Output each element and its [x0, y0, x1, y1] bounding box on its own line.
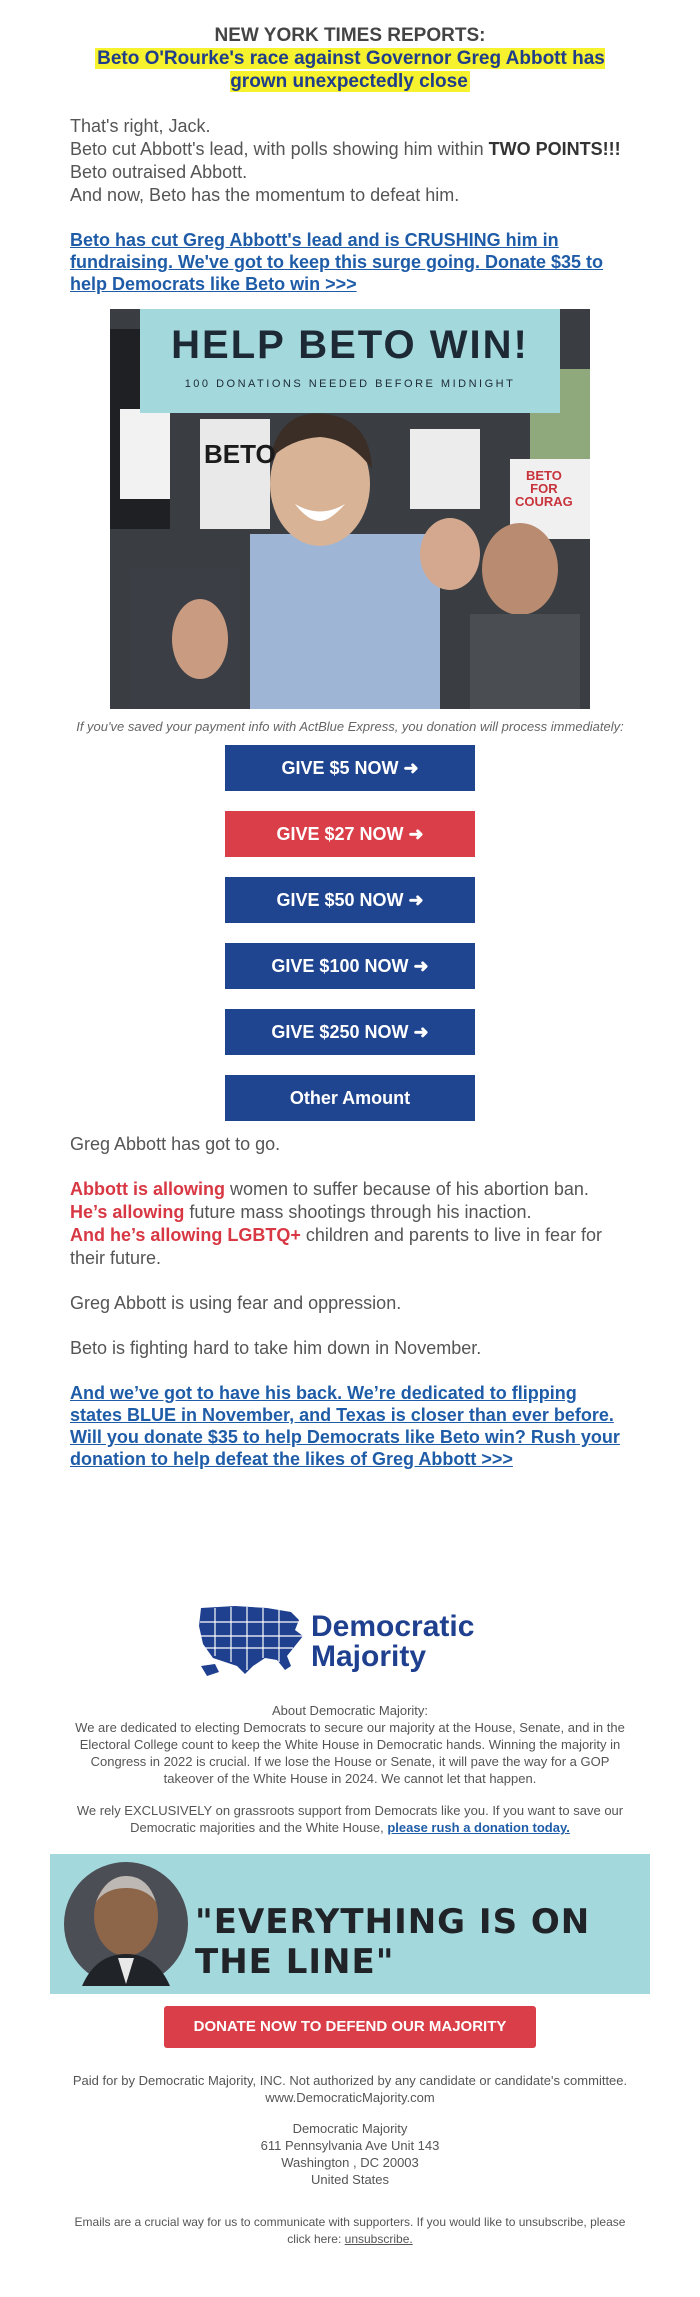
email-body [70, 24, 630, 1836]
donate-link-bottom[interactable]: And we’ve got to have his back. We’re dedicated to flipping states BLUE in November, and Texas is closer than ever before. Will you donate $35 to help Democrats like Beto win? Rush your donation to help defeat the likes of Greg Abbott >>> [70, 1383, 620, 1469]
abbott-item [70, 1201, 630, 1224]
give-100-button[interactable]: GIVE $100 NOW ➜ [225, 943, 475, 989]
logo-line: Majority [311, 1640, 427, 1673]
rush-donation-link[interactable]: please rush a donation today. [387, 1820, 570, 1835]
headline-highlight: Beto O'Rourke's race against Governor Greg Abbott has grown unexpectedly close [97, 48, 605, 92]
logo-wordmark [311, 1612, 474, 1672]
about-title: About Democratic Majority: [271, 1703, 429, 1718]
body-paragraph: Greg Abbott is using fear and oppression. [70, 1293, 402, 1313]
intro-emphasis: TWO POINTS!!! [488, 139, 621, 159]
unsubscribe-link[interactable]: unsubscribe. [344, 2232, 413, 2246]
sign-left: BETO [204, 439, 276, 469]
body-paragraph: Beto is fighting hard to take him down in November. [70, 1338, 482, 1358]
about-text: We are dedicated to electing Democrats to secure our majority at the House, Senate, and in the Electoral College count to keep the White House in Democratic hands. Winning the majority in Congress in 2022 is crucial. If we lose the House or Senate, it will pave the way for a GOP takeover of the White House in 2024. We cannot let that happen. [75, 1720, 625, 1786]
abbott-item [70, 1224, 630, 1270]
intro-line [70, 138, 630, 161]
abbott-item-text: future mass shootings through his inaction. [184, 1202, 532, 1222]
intro-text: Beto cut Abbott's lead, with polls showing him within [70, 139, 489, 159]
rely-sentence: We rely EXCLUSIVELY on grassroots support from Democrats like you. If you want to save our Democratic majorities and the White House, [76, 1803, 624, 1835]
give-5-button[interactable]: GIVE $5 NOW ➜ [225, 745, 475, 791]
intro-line: Beto outraised Abbott. [70, 162, 248, 182]
hero-subtitle: 100 DONATIONS NEEDED BEFORE MIDNIGHT [184, 378, 516, 390]
obama-banner[interactable] [50, 1854, 650, 1994]
abbott-item-lead: He’s allowing [70, 1202, 185, 1222]
headline-kicker: NEW YORK TIMES REPORTS: [214, 25, 486, 46]
mailing-address [70, 2120, 630, 2188]
intro-line: That's right, Jack. [70, 116, 211, 136]
sign-right [515, 469, 573, 508]
abbott-item-lead: And he’s allowing LGBTQ+ [70, 1225, 301, 1245]
actblue-caption: If you've saved your payment info with ActBlue Express, you donation will process immediately: [76, 719, 624, 734]
abbott-item-text: children and parents to live in fear for their future. [70, 1225, 603, 1268]
body-paragraph: Greg Abbott has got to go. [70, 1134, 281, 1154]
hero-banner [140, 309, 560, 413]
address-line: United States [310, 2172, 390, 2187]
hero-image[interactable] [110, 309, 590, 709]
unsubscribe-block [70, 2214, 630, 2248]
abbott-item-text: women to suffer because of his abortion ban. [225, 1179, 589, 1199]
address-line: Democratic Majority [292, 2121, 408, 2136]
paid-for-disclaimer: Paid for by Democratic Majority, INC. Not authorized by any candidate or candidate's committee. www.DemocraticMajority.com [72, 2073, 628, 2105]
give-50-button[interactable]: GIVE $50 NOW ➜ [225, 877, 475, 923]
sign-right-line: FOR [530, 481, 558, 496]
obama-portrait [56, 1854, 196, 1994]
abbott-item-lead: Abbott is allowing [70, 1179, 225, 1199]
abbott-list [70, 1178, 630, 1270]
donate-link-top[interactable]: Beto has cut Greg Abbott's lead and is CRUSHING him in fundraising. We've got to keep this surge going. Donate $35 to help Democrats like Beto win >>> [70, 230, 604, 294]
defend-majority-button[interactable]: DONATE NOW TO DEFEND OUR MAJORITY [164, 2006, 536, 2048]
other-amount-button[interactable]: Other Amount [225, 1075, 475, 1121]
about-section [70, 1702, 630, 1836]
donation-buttons [70, 745, 630, 1121]
give-27-button[interactable]: GIVE $27 NOW ➜ [225, 811, 475, 857]
democratic-majority-logo[interactable] [195, 1600, 505, 1680]
us-map-icon [195, 1600, 307, 1680]
abbott-item [70, 1178, 630, 1201]
unsubscribe-text: Emails are a crucial way for us to communicate with supporters. If you would like to unsubscribe, please click here: [74, 2215, 626, 2246]
intro-block [70, 115, 630, 207]
headline-block [70, 24, 630, 93]
address-line: Washington , DC 20003 [281, 2155, 419, 2170]
intro-line: And now, Beto has the momentum to defeat him. [70, 185, 460, 205]
hero-title: HELP BETO WIN! [171, 323, 529, 367]
sign-right-line: COURAG [515, 494, 573, 509]
sign-right-line: BETO [525, 468, 562, 483]
logo-line: Democratic [311, 1610, 475, 1643]
rely-text [70, 1802, 630, 1836]
obama-quote: "EVERYTHING IS ON THE LINE" [195, 1902, 591, 1982]
give-250-button[interactable]: GIVE $250 NOW ➜ [225, 1009, 475, 1055]
address-line: 611 Pennsylvania Ave Unit 143 [260, 2138, 440, 2153]
